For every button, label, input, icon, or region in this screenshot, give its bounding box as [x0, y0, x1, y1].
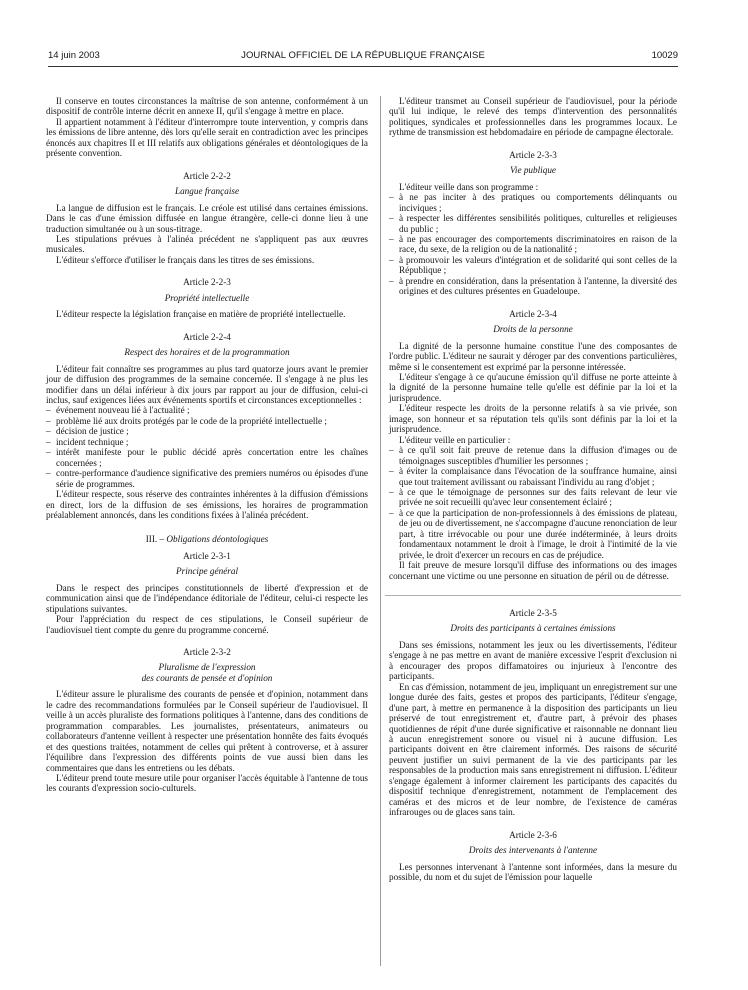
article-subtitle: Droits des participants à certaines émissions — [450, 623, 616, 634]
article-heading: Article 2-3-6 — [509, 829, 557, 840]
paragraph: En cas d'émission, notamment de jeu, impliquant un enregistrement sur une longue durée des faits, gestes et propos des participants, l'éditeur s'engage, d'une part, à mettre en permanence à la disposition des participants un lieu préservé de tout enregistrement et, d'autre part, à prévoir des phases quotidiennes de répit d'une durée significative et raisonnable ne donnant lieu à aucun enregistrement sonore ou visuel ni à aucune diffusion. Les participants doivent en être clairement informés. Des raisons de sécurité peuvent justifier un suivi permanent de la vie des participants par les responsables de la production mais sans enregistrement ni diffusion. L'éditeur s'engage également à informer clairement les participants des capacités du dispositif technique d'enregistrement, notamment de l'emplacement des caméras et des micros et de leur nombre, de l'existence de caméras infrarouges ou de glaces sans tain. — [389, 681, 677, 818]
header-rule — [48, 66, 678, 67]
article-subtitle: Respect des horaires et de la programmation — [124, 347, 290, 358]
list-item: – à ne pas inciter à des pratiques ou comportements délinquants ou inciviques ; — [389, 192, 677, 213]
list-item: – incident technique ; — [46, 437, 368, 447]
paragraph: L'éditeur fait connaître ses programmes au plus tard quatorze jours avant le premier jour de diffusion des programmes de la semaine concernée. Il s'engage à ne plus les modifier dans un délai inférieur à dix jours par rapport au jour de diffusion, celui-ci inclus, sauf exigences liées aux événements sportifs et circonstances exceptionnelles : — [46, 363, 368, 405]
list-item: – contre-performance d'audience significative des premiers numéros ou épisodes d'une série de programmes. — [46, 468, 368, 489]
article-heading: Article 2-3-3 — [509, 149, 557, 160]
paragraph: Il fait preuve de mesure lorsqu'il diffuse des informations ou des images concernant une victime ou une personne en situation de péril ou de détresse. — [389, 560, 677, 581]
article-heading: Article 2-3-4 — [509, 308, 557, 319]
list-item: – à ce que le témoignage de personnes sur des faits relevant de leur vie privée ne soit recueilli qu'avec leur consentement éclairé ; — [389, 487, 677, 508]
paragraph: L'éditeur respecte, sous réserve des contraintes inhérentes à la diffusion d'émissions en direct, lors de la diffusion de ses émissions, les horaires de programmation préalablement annoncés, dans les conditions fixées à l'alinéa précédent. — [46, 489, 368, 520]
section-title: Obligations déontologiques — [166, 534, 269, 545]
paragraph: L'éditeur respecte les droits de la personne relatifs à sa vie privée, son image, son honneur et sa réputation tels qu'ils sont définis par la loi et la jurisprudence. — [389, 403, 677, 435]
page-header — [48, 50, 678, 64]
article-heading: Article 2-2-4 — [183, 331, 231, 342]
list-item: – à prendre en considération, dans la présentation à l'antenne, la diversité des origines et des cultures présentes en Guadeloupe. — [389, 276, 677, 297]
header-date: 14 juin 2003 — [48, 50, 100, 61]
dash-list — [46, 405, 368, 489]
paragraph: L'éditeur transmet au Conseil supérieur de l'audiovisuel, pour la période qu'il lui indique, le relevé des temps d'intervention des personnalités politiques, syndicales et professionnelles dans les programmes locaux. Le rythme de transmission est hebdomadaire en période de campagne électorale. — [389, 96, 677, 138]
left-column — [46, 96, 368, 794]
paragraph: L'éditeur veille en particulier : — [399, 434, 511, 445]
paragraph: L'éditeur respecte la législation française en matière de propriété intellectuelle. — [56, 309, 346, 320]
column-separator — [380, 96, 381, 966]
article-heading: Article 2-2-2 — [183, 170, 231, 181]
list-item: – intérêt manifeste pour le public décidé après concertation entre les chaînes concernées ; — [46, 447, 368, 468]
paragraph: L'éditeur assure le pluralisme des courants de pensée et d'opinion, notamment dans le cadre des recommandations formulées par le Conseil supérieur de l'audiovisuel. Il veille à un accès pluraliste des formations politiques à l'antenne, dans des conditions de programmation comparables. Les journalistes, présentateurs, animateurs ou collaborateurs d'antenne veillent à respecter une présentation honnête des faits évoqués et des questions traitées, notamment de celles qui prêtent à controverse, et à assurer l'équilibre dans l'expression des différents points de vue aussi bien dans les commentaires que dans les entretiens ou les débats. — [46, 689, 368, 773]
list-item: – à ce qu'il soit fait preuve de retenue dans la diffusion d'images ou de témoignages susceptibles d'humilier les personnes ; — [389, 445, 677, 466]
dash-list — [389, 445, 677, 560]
list-item: – à ce que la participation de non-professionnels à des émissions de plateau, de jeu ou de divertissement, ne s'accompagne d'aucune renonciation de leur part, à titre irrévocable ou pour une durée indéterminée, à leurs droits fondamentaux notamment le droit à l'image, le droit à l'intimité de la vie privée, le droit d'exercer un recours en cas de préjudice. — [389, 508, 677, 560]
page-number: 10029 — [651, 50, 678, 61]
paragraph: L'éditeur veille dans son programme : — [399, 181, 539, 192]
list-item: – problème lié aux droits protégés par le code de la propriété intellectuelle ; — [46, 416, 368, 426]
article-subtitle: Propriété intellectuelle — [164, 292, 250, 303]
article-subtitle: des courants de pensée et d'opinion — [141, 672, 273, 683]
paragraph: Les personnes intervenant à l'antenne sont informées, dans la mesure du possible, du nom et du sujet de l'émission pour laquelle — [389, 861, 677, 882]
list-item: – à promouvoir les valeurs d'intégration et de solidarité qui sont celles de la République ; — [389, 255, 677, 276]
list-item: – à ne pas encourager des comportements discriminatoires en raison de la race, du sexe, de la religion ou de la nationalité ; — [389, 234, 677, 255]
article-heading: Article 2-3-1 — [183, 550, 231, 561]
article-subtitle: Pluralisme de l'expression — [158, 662, 256, 673]
journal-title: JOURNAL OFFICIEL DE LA RÉPUBLIQUE FRANÇAISE — [241, 50, 485, 61]
list-item: – événement nouveau lié à l'actualité ; — [46, 405, 368, 415]
section-heading — [46, 534, 368, 544]
article-subtitle: Principe général — [176, 566, 238, 577]
dash-list — [389, 192, 677, 297]
article-subtitle: Vie publique — [509, 165, 556, 176]
paragraph: L'éditeur s'engage à ce qu'aucune émission qu'il diffuse ne porte atteinte à la dignité de la personne humaine telle qu'elle est définie par la loi et la jurisprudence. — [389, 371, 677, 403]
article-heading: Article 2-3-2 — [183, 647, 231, 658]
right-column — [389, 96, 677, 882]
article-subtitle: Langue française — [174, 186, 240, 197]
section-number: III. – — [145, 534, 167, 545]
paragraph: Les stipulations prévues à l'alinéa précédent ne s'appliquent pas aux œuvres musicales. — [46, 233, 368, 255]
paragraph: L'éditeur prend toute mesure utile pour organiser l'accès équitable à l'antenne de tous les courants d'expression socio-culturels. — [46, 773, 368, 794]
list-item: – à respecter les différentes sensibilités politiques, culturelles et religieuses du public ; — [389, 213, 677, 234]
article-heading: Article 2-3-5 — [509, 608, 557, 619]
paragraph: Il appartient notamment à l'éditeur d'interrompre toute intervention, y compris dans les émissions de libre antenne, dès lors qu'elle serait en contradiction avec les principes énoncés aux chapitres II et III relatifs aux obligations générales et déontologiques de la présente convention. — [46, 116, 368, 159]
article-subtitle: Droits des intervenants à l'antenne — [468, 845, 598, 856]
paragraph: La dignité de la personne humaine constitue l'une des composantes de l'ordre public. L'éditeur ne saurait y déroger par des conventions particulières, même si le consentement est exprimé par la personne intéressée. — [389, 340, 677, 372]
list-item: – à éviter la complaisance dans l'évocation de la souffrance humaine, ainsi que tout traitement avilissant ou rabaissant l'individu au rang d'objet ; — [389, 466, 677, 487]
paragraph: Dans le respect des principes constitutionnels de liberté d'expression et de communication ainsi que de l'indépendance éditoriale de l'éditeur, celui-ci respecte les stipulations suivantes. — [46, 582, 368, 614]
list-item: – décision de justice ; — [46, 426, 368, 436]
paragraph: L'éditeur s'efforce d'utiliser le français dans les titres de ses émissions. — [56, 254, 315, 265]
paragraph: Il conserve en toutes circonstances la maîtrise de son antenne, conformément à un dispositif de contrôle interne décrit en annexe II, qu'il s'engage à mettre en place. — [46, 96, 368, 117]
article-heading: Article 2-2-3 — [183, 277, 231, 288]
article-subtitle: Droits de la personne — [493, 324, 573, 335]
paragraph: Dans ses émissions, notamment les jeux ou les divertissements, l'éditeur s'engage à ne pas mettre en avant de manière excessive l'esprit d'exclusion ni à encourager des propos diffamatoires ou injurieux à l'encontre des participants. — [389, 639, 677, 682]
section-divider — [385, 581, 681, 596]
paragraph: Pour l'appréciation du respect de ces stipulations, le Conseil supérieur de l'audiovisuel tient compte du genre du programme concerné. — [46, 614, 368, 635]
paragraph: La langue de diffusion est le français. Le créole est utilisé dans certaines émissions. Dans le cas d'une émission diffusée en langue étrangère, celle-ci donne lieu à une traduction simultanée ou à un sous-titrage. — [46, 202, 368, 234]
